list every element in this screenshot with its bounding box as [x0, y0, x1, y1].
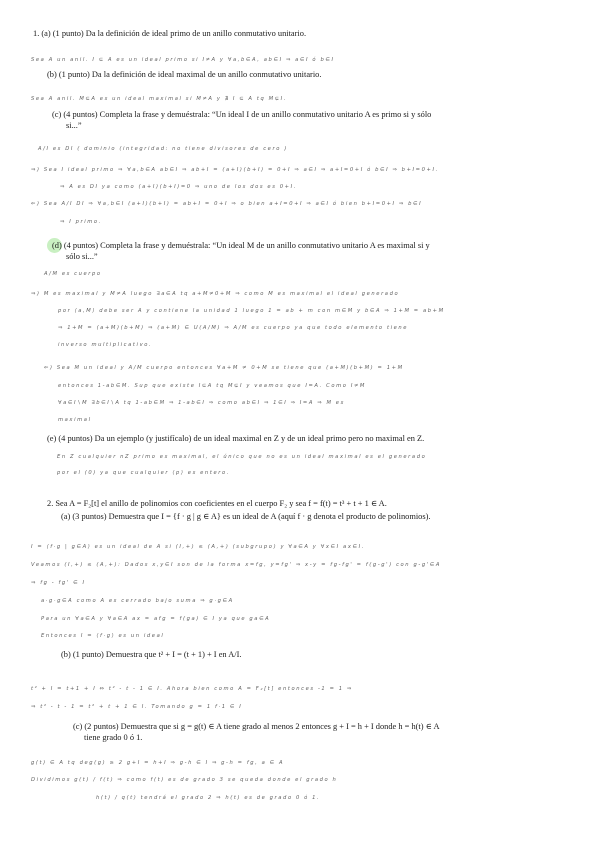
handwritten-answer-line: Sea A un anil. I ⊆ A es un ideal primo si I≠A y ∀a,b∈A, ab∈I ⇒ a∈I ó b∈I [31, 57, 335, 63]
handwritten-answer-line: ⇒ t² - t - 1 = t² + t + 1 ∈ I. Tomando g = 1 f·1 ∈ I [31, 704, 243, 710]
handwritten-answer-line: ⇒ A es DI ya como (a+I)(b+I)=0 ⇒ uno de los dos es 0+I. [60, 184, 298, 190]
handwritten-answer-line: ⇒) Sea I ideal primo ⇒ ∀a,b∈A ab∈I ⇒ ab+I = (a+I)(b+I) = 0+I ⇒ a∈I ⇒ a+I=0+I ó b∈I ⇒ b+I=0+I. [31, 167, 439, 173]
handwritten-answer-line: t² + I = t+1 + I ⇔ t² - t - 1 ∈ I. Ahora bien como A = F₂[t] entonces -1 = 1 ⇒ [31, 686, 353, 692]
question-1d-line-1: (d) (4 puntos) Completa la frase y demuéstrala: “Un ideal M de un anillo conmutativo unitario A es maximal si y [52, 241, 430, 250]
handwritten-answer-line: A/M es cuerpo [44, 271, 102, 277]
question-1c-line-1: (c) (4 puntos) Completa la frase y demuéstrala: “Un ideal I de un anillo conmutativo unitario A es primo si y sólo [52, 110, 432, 119]
question-1d-line-2: sólo si...” [66, 252, 98, 261]
handwritten-answer-line: ⇐) Sea A/I DI ⇒ ∀a,b∈I (a+I)(b+I) = ab+I = 0+I ⇒ o bien a+I=0+I ⇒ a∈I ó bien b+I=0+I ⇒ b∈I [31, 201, 423, 207]
handwritten-answer-line: Veamos (I,+) ≤ (A,+): Dados x,y∈I son de la forma x=fg, y=fg' ⇒ x-y = fg-fg' = f(g-g') con g-g'∈A [31, 562, 441, 568]
question-2b: (b) (1 punto) Demuestra que t² + I = (t + 1) + I en A/I. [61, 650, 242, 659]
question-1a: 1. (a) (1 punto) Da la definición de ideal primo de un anillo conmutativo unitario. [33, 29, 307, 38]
question-2a: (a) (3 puntos) Demuestra que I = {f · g | g ∈ A} es un ideal de A (aquí f · g denota el producto de polinomios). [61, 512, 431, 521]
handwritten-answer-line: inverso multiplicativo. [58, 342, 153, 348]
handwritten-answer-line: Dividimos g(t) / f(t) ⇒ como f(t) es de grado 3 se queda donde el grado h [31, 777, 338, 783]
handwritten-answer-line: En Z cualquier nZ primo es maximal, el único que no es un ideal maximal es el generado [57, 454, 427, 460]
handwritten-answer-line: A/I es DI ( dominio (integridad: no tiene divisores de cero ) [38, 146, 288, 152]
question-2c-line-2: tiene grado 0 ó 1. [84, 733, 143, 742]
handwritten-answer-line: ⇒ fg - fg' ∈ I [31, 580, 86, 586]
handwritten-answer-line: por ⟨a,M⟩ debe ser A y contiene la unidad 1 luego 1 = ab + m con m∈M y b∈A ⇒ 1+M = ab+M [58, 308, 445, 314]
handwritten-answer-line: h(t) / q(t) tendrá el grado 2 ⇒ h(t) es de grado 0 ó 1. [96, 795, 321, 801]
question-2c-line-1: (c) (2 puntos) Demuestra que si g = g(t) ∈ A tiene grado al menos 2 entonces g + I = h + I donde h = h(t) ∈ A [73, 722, 440, 731]
handwritten-answer-line: Sea A anil. M⊆A es un ideal maximal si M≠A y ∄ I ⊆ A tq M⊊I. [31, 96, 288, 102]
question-1e: (e) (4 puntos) Da un ejemplo (y justifícalo) de un ideal maximal en Z y de un ideal primo pero no maximal en Z. [47, 434, 425, 443]
handwritten-answer-line: I = ⟨f·g | g∈A⟩ es un ideal de A si (I,+) ≤ (A,+) (subgrupo) y ∀a∈A y ∀x∈I ax∈I. [31, 544, 365, 550]
handwritten-answer-line: ⇒) M es maximal y M≠A luego ∃a∈A tq a+M≠0+M ⇒ como M es maximal el ideal generado [31, 291, 400, 297]
handwritten-answer-line: ⇒ 1+M = (a+M)(b+M) ⇒ (a+M) ∈ U(A/M) ⇒ A/M es cuerpo ya que todo elemento tiene [58, 325, 409, 331]
handwritten-answer-line: Para un ∀a∈A y ∀a∈A ax = afg = f(ga) ∈ I ya que ga∈A [41, 616, 271, 622]
handwritten-answer-line: ⇐) Sea M un ideal y A/M cuerpo entonces ∀a+M ≠ 0+M se tiene que (a+M)(b+M) = 1+M [44, 365, 404, 371]
handwritten-answer-line: a·g·g∈A como A es cerrado bajo suma ⇒ g·g∈A [41, 598, 234, 604]
question-1c-line-2: si...” [66, 121, 82, 130]
handwritten-answer-line: por el (0) ya que cualquier ⟨p⟩ es entero. [57, 470, 230, 476]
handwritten-answer-line: entonces 1-ab∈M. Sup que existe I⊆A tq M⊊I y veamos que I=A. Como I≠M [58, 383, 366, 389]
handwritten-answer-line: Entonces I = ⟨f·g⟩ es un ideal [41, 633, 165, 639]
handwritten-answer-line: g(t) ∈ A tq deg(g) ≥ 2 g+I = h+I ⇒ g-h ∈ I ⇒ g-h = fg, a ∈ A [31, 760, 285, 766]
handwritten-answer-line: ∀a∈I∖M ∃b∈I∖A tq 1-ab∈M ⇒ 1-ab∈I ⇒ como ab∈I ⇒ 1∈I ⇒ I=A ⇒ M es [58, 400, 345, 406]
handwritten-answer-line: ⇒ I primo. [60, 219, 102, 225]
question-2: 2. Sea A = F₂[t] el anillo de polinomios con coeficientes en el cuerpo F₂ y sea f = f(t) = t³ + t + 1 ∈ A. [47, 499, 387, 508]
handwritten-answer-line: maximal [58, 417, 92, 423]
question-1b: (b) (1 punto) Da la definición de ideal maximal de un anillo conmutativo unitario. [47, 70, 322, 79]
